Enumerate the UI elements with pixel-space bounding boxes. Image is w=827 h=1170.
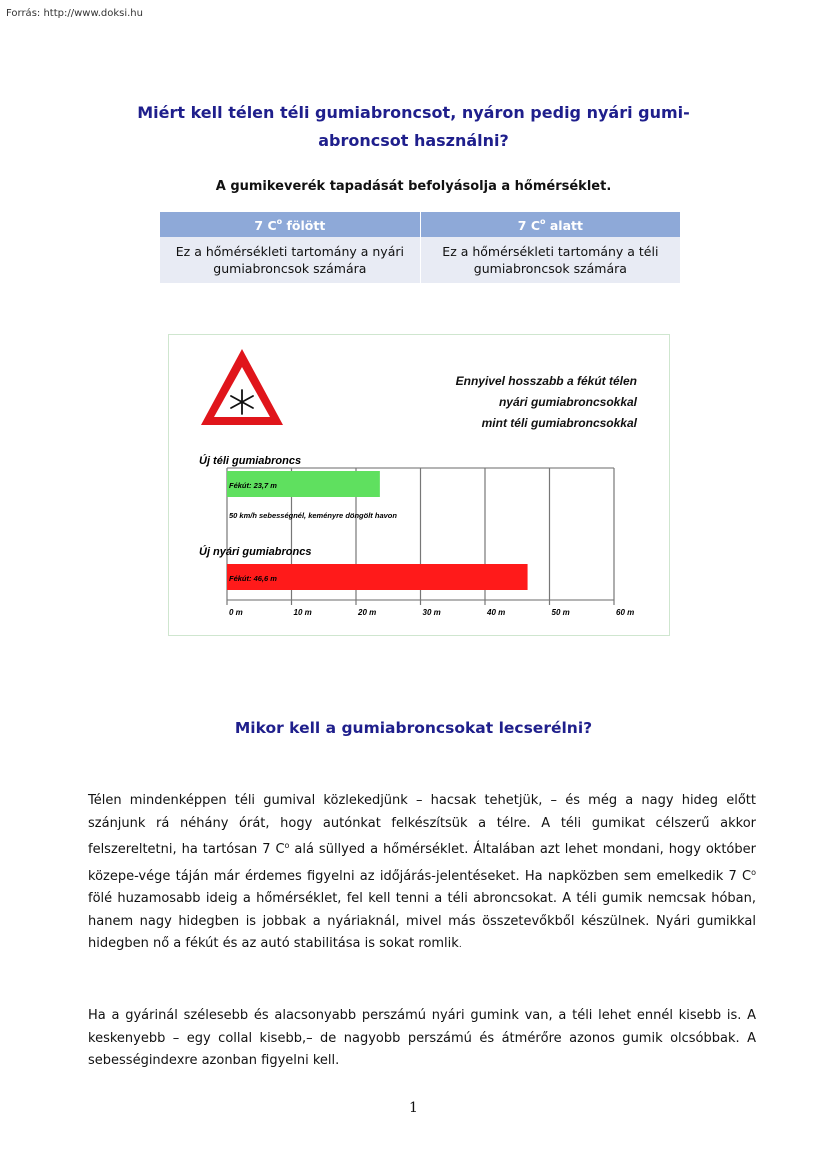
braking-distance-figure <box>168 334 670 636</box>
cell-winter-range: Ez a hőmérsékleti tartomány a téli gumiabroncsok számára <box>420 237 680 283</box>
header-below-7c: 7 $C^o$ alatt <box>420 212 680 237</box>
summer-bar-label: Fékút: 46,6 m <box>229 574 277 583</box>
winter-tire-label: Új téli gumiabroncs <box>199 455 302 467</box>
summer-tire-label: Új nyári gumiabroncs <box>199 546 312 558</box>
page-title-line1: Miért kell télen téli gumiabroncsot, nyáron pedig nyári gumi- <box>137 103 690 122</box>
braking-chart <box>169 335 669 635</box>
winter-bar-label: Fékút: 23,7 m <box>229 481 277 490</box>
condition-note: 50 km/h sebességnél, keményre döngölt havon <box>229 511 397 520</box>
cell-summer-range: Ez a hőmérsékleti tartomány a nyári gumiabroncsok számára <box>160 237 420 283</box>
snow-warning-sign-icon <box>201 349 283 425</box>
subtitle: A gumikeverék tapadását befolyásolja a hőmérséklet. <box>215 179 612 194</box>
source-line: Forrás: http://www.doksi.hu <box>6 8 143 19</box>
paragraph-1: Télen mindenképpen téli gumival közlekedjünk – hacsak tehetjük, – és még a nagy hideg előtt szánjunk rá néhány órát, hogy autónkat felkészítsük a télre. A téli gumikat célszerű akkor felszereltetni, ha tartósan 7 $C^o$ alá süllyed a hőmérséklet. Általában azt lehet mondani, hogy október közepe-vége táján már érdemes figyelni az időjárás-jelentéseket. Ha napközben sem emelkedik 7 $C^o$ fölé huzamosabb ideig a hőmérséklet, fel kell tenni a téli abroncsokat. A téli gumik nemcsak hóban, hanem nagy hidegben is jobbak a nyáriaknál, mivel más összetevőkből készülnek. Nyári gumikkal hidegben nő a fékút és az autó stabilitása is sokat romlik. <box>88 793 756 951</box>
figure-caption-line1: Ennyivel hosszabb a fékút télen <box>455 374 637 388</box>
tick-label: 20 m <box>358 608 377 617</box>
page-title-line2: abroncsot használni? <box>318 131 509 150</box>
figure-caption-line2: nyári gumiabroncsokkal <box>498 395 637 409</box>
tick-label: 60 m <box>616 608 635 617</box>
page-number: 1 <box>409 1100 418 1116</box>
figure-caption-line3: mint téli gumiabroncsokkal <box>481 416 637 430</box>
section-title: Mikor kell a gumiabroncsokat lecserélni? <box>234 719 593 737</box>
x-axis-ticks <box>229 608 634 617</box>
tick-label: 40 m <box>487 608 506 617</box>
tick-label: 30 m <box>422 608 441 617</box>
tick-label: 10 m <box>293 608 312 617</box>
temperature-table <box>160 212 681 283</box>
page-title <box>0 99 827 155</box>
tick-label: 50 m <box>551 608 570 617</box>
tick-label: 0 m <box>229 608 243 617</box>
header-above-7c: 7 $C^o$ fölött <box>160 212 420 237</box>
paragraph-2: Ha a gyárinál szélesebb és alacsonyabb perszámú nyári gumink van, a téli lehet ennél kisebb is. A keskenyebb – egy collal kisebb,– de nagyobb perszámú és átmérőre azonos gumik olcsóbbak. A sebességindexre azonban figyelni kell. <box>88 1008 756 1068</box>
